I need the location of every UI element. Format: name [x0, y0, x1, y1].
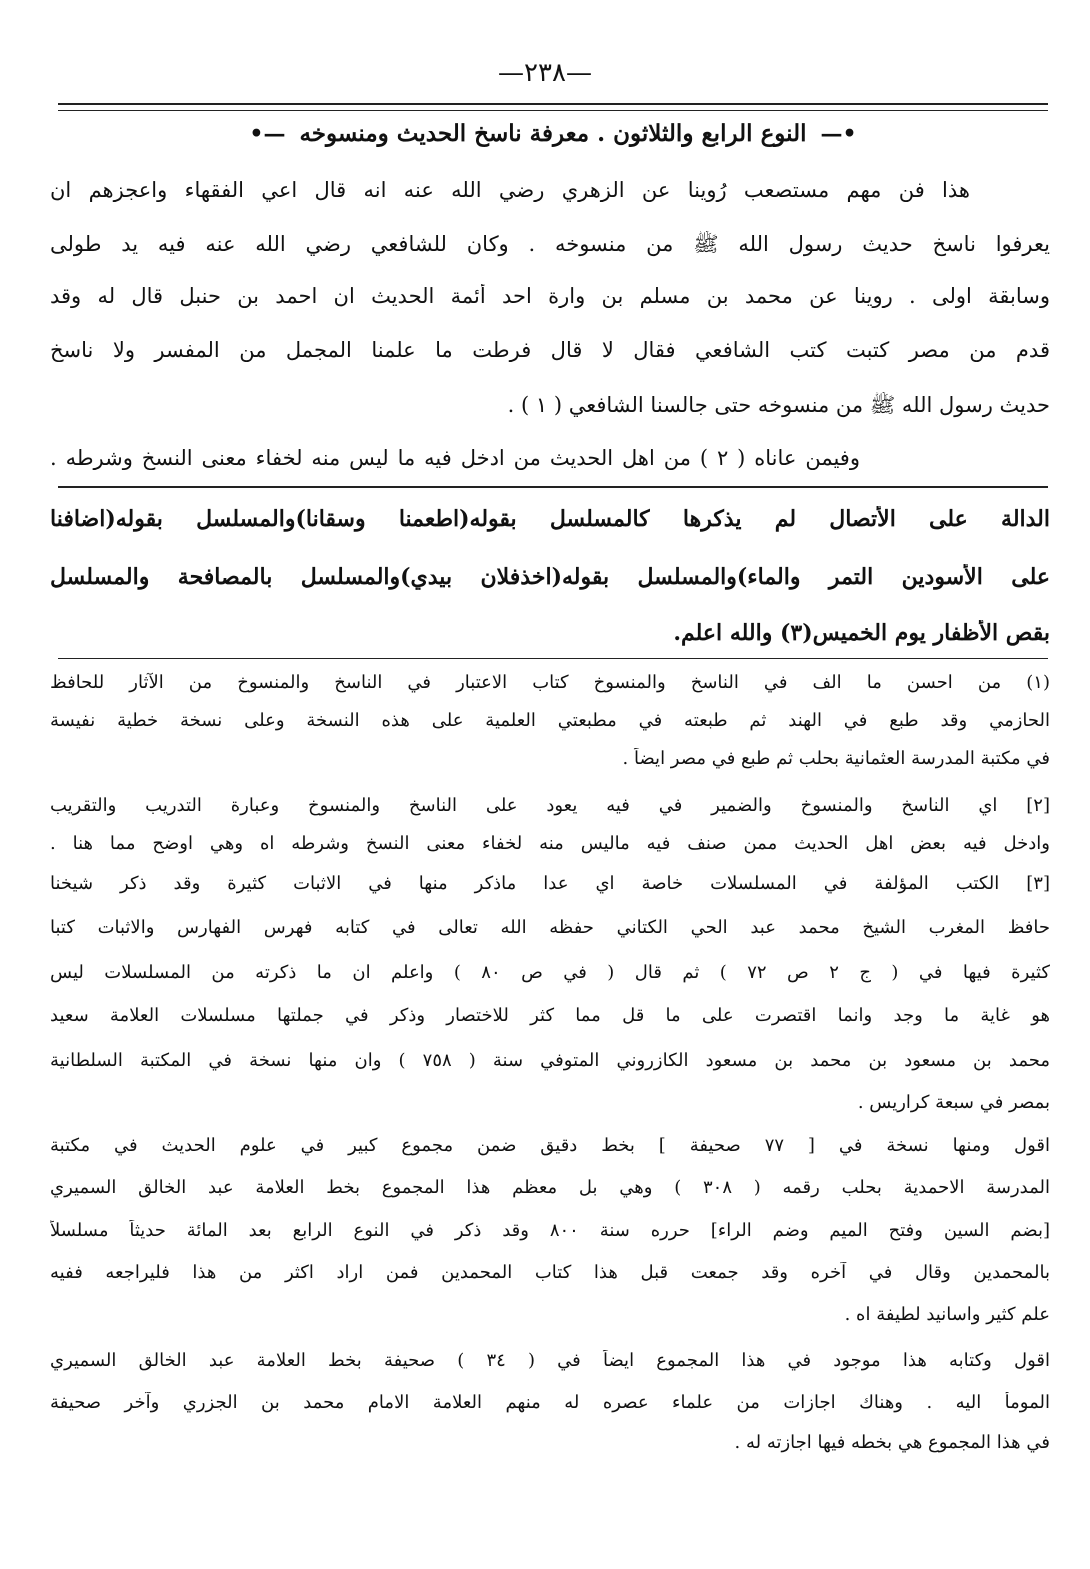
heading-ornament-right: •—: [820, 121, 857, 147]
footnote-separator: [58, 658, 1048, 659]
heading-text: النوع الرابع والثلاثون . معرفة ناسخ الحديث ومنسوخه: [299, 120, 807, 147]
body-line: هذا فن مهم مستصعب رُوينا عن الزهري رضي الله عنه انه قال اعي الفقهاء واعجزهم ان: [50, 178, 970, 202]
insert-line: بقص الأظفار يوم الخميس(٣) والله اعلم.: [673, 620, 1050, 646]
footnote-line: كثيرة فيها في ( ج ٢ ص ٧٢ ) ثم قال ( في ص ٨٠ ) واعلم ان ما ذكرته من المسلسلات ليس: [50, 962, 1050, 983]
footnote-line: المدرسة الاحمدية بحلب رقمه ( ٣٠٨ ) وهي بل معظم هذا المجموع بخط العلامة عبد الخالق السميري: [50, 1177, 1050, 1198]
header-rule-thin: [58, 110, 1048, 111]
footnote-line: [٢] اي الناسخ والمنسوخ والضمير في فيه يعود على الناسخ والمنسوخ وعبارة التدريب والتقريب: [50, 795, 1050, 816]
footnote-line: بالمحمدين وقال في آخره وقد جمعت قبل هذا كتاب المحمدين فمن اراد اكثر من هذا فليراجعه ففيه: [50, 1262, 1050, 1283]
page-number: —٢٣٨—: [498, 58, 592, 88]
footnote-line: هو غاية ما وجد وانما اقتصرت على ما قل مما كثر للاختصار وذكر في جملتها مسلسلات العلامة سعيد: [50, 1005, 1050, 1026]
footnote-line: اقول ومنها نسخة في [ ٧٧ صحيفة ] بخط دقيق ضمن مجموع كبير في علوم الحديث في مكتبة: [50, 1135, 1050, 1156]
footnote-line: (١) من احسن ما الف في الناسخ والمنسوخ كتاب الاعتبار في الناسخ والمنسوخ من الآثار للحافظ: [50, 672, 1050, 693]
footnote-line: [بضم السين وفتح الميم وضم الراء] حرره سنة ٨٠٠ وقد ذكر في النوع الرابع بعد المائة حديثاً مسلسلاً: [50, 1220, 1050, 1241]
footnote-line: في مكتبة المدرسة العثمانية بحلب ثم طبع في مصر ايضاً .: [622, 748, 1050, 769]
heading-ornament-left: —•: [249, 121, 286, 147]
footnote-line: محمد بن مسعود بن محمد بن مسعود الكازروني المتوفي سنة ( ٧٥٨ ) وان منها نسخة في المكتبة السلطانية: [50, 1050, 1050, 1071]
body-line: وسابقة اولى . روينا عن محمد بن مسلم بن وارة احد أئمة الحديث ان احمد بن حنبل قال له وقد: [50, 284, 1050, 308]
footnote-line: اقول وكتابه هذا موجود في هذا المجموع ايضاً في ( ٣٤ ) صحيفة بخط العلامة عبد الخالق السميري: [50, 1350, 1050, 1371]
footnote-line: بمصر في سبعة كراريس .: [857, 1092, 1050, 1113]
footnote-line: وادخل فيه بعض اهل الحديث ممن صنف فيه ماليس منه لخفاء معنى النسخ وشرطه اه وهي اوضح مما هنا .: [50, 833, 1050, 854]
insert-line: الدالة على الأتصال لم يذكرها كالمسلسل بقوله(اطعمنا وسقانا)والمسلسل بقوله(اضافنا: [50, 506, 1050, 532]
footnote-line: المومأ اليه . وهناك اجازات من علماء عصره له منهم العلامة الامام محمد بن الجزري وآخر صحيفة: [50, 1392, 1050, 1413]
body-line: حديث رسول الله ﷺ من منسوخه حتى جالسنا الشافعي ( ١ ) .: [507, 393, 1050, 417]
footnote-line: في هذا المجموع هي بخطه فيها اجازته له .: [734, 1432, 1050, 1453]
insert-line: على الأسودين التمر والماء)والمسلسل بقوله(اخذفلان بيدي)والمسلسل بالمصافحة والمسلسل: [50, 564, 1050, 590]
header-rule: [58, 103, 1048, 105]
body-line: قدم من مصر كتبت كتب الشافعي فقال لا قال فرطت ما علمنا المجمل من المفسر ولا ناسخ: [50, 338, 1050, 362]
section-heading: [58, 120, 1048, 147]
body-line: يعرفوا ناسخ حديث رسول الله ﷺ من منسوخه . وكان للشافعي رضي الله عنه فيه يد طولى: [50, 232, 1050, 256]
footnote-line: [٣] الكتب المؤلفة في المسلسلات خاصة اي عدا ماذكر منها في الاثبات كثيرة وقد ذكر شيخنا: [50, 873, 1050, 894]
insert-top-rule: [58, 486, 1048, 488]
body-line: وفيمن عاناه ( ٢ ) من اهل الحديث من ادخل فيه ما ليس منه لخفاء معنى النسخ وشرطه .: [50, 446, 860, 470]
footnote-line: علم كثير واسانيد لطيفة اه .: [844, 1304, 1050, 1325]
footnote-line: حافظ المغرب الشيخ محمد عبد الحي الكتاني حفظه الله تعالى في كتابه فهرس الفهارس والاثبات كتبا: [50, 917, 1050, 938]
footnote-line: الحازمي وقد طبع في الهند ثم طبعته في مطبعتي العلمية على هذه النسخة وعلى نسخة خطية نفيسة: [50, 710, 1050, 731]
